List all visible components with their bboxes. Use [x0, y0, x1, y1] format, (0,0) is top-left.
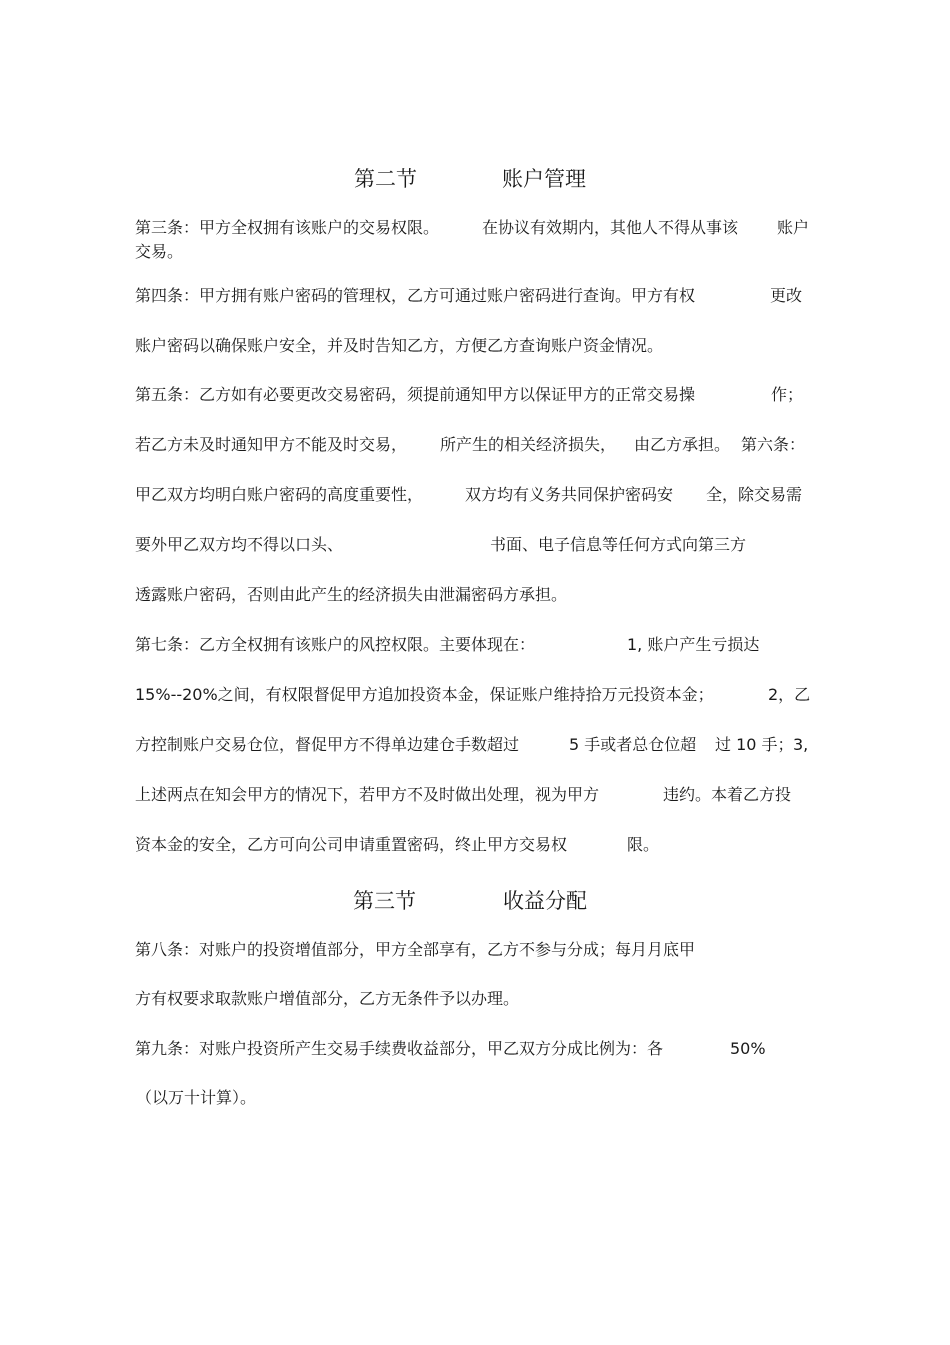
- section-3-heading-number: 第三节: [353, 889, 416, 913]
- section-3-heading-title: 收益分配: [503, 889, 587, 913]
- article-7-text-k: 资本金的安全，乙方可向公司申请重置密码，终止甲方交易权: [135, 835, 568, 854]
- article-3-text-b: 在协议有效期内，其他人不得从事该: [482, 218, 739, 237]
- article-3-text-a: 第三条：甲方全权拥有该账户的交易权限。: [135, 218, 440, 237]
- article-5-text-c: 若乙方未及时通知甲方不能及时交易，: [135, 435, 408, 454]
- article-7-text-i: 上述两点在知会甲方的情况下，若甲方不及时做出处理，视为甲方: [135, 785, 600, 804]
- article-4-text-a: 第四条：甲方拥有账户密码的管理权，乙方可通过账户密码进行查询。甲方有权: [135, 286, 696, 305]
- article-6-line-3: 透露账户密码，否则由此产生的经济损失由泄漏密码方承担。: [135, 585, 568, 604]
- article-3-line-2: 交易。: [135, 242, 184, 261]
- article-6-text-a: 甲乙双方均明白账户密码的高度重要性，: [135, 485, 424, 504]
- article-5-text-d: 所产生的相关经济损失，: [440, 435, 617, 454]
- article-8-line-2: 方有权要求取款账户增值部分，乙方无条件予以办理。: [135, 989, 520, 1008]
- article-5-text-e: 由乙方承担。: [634, 435, 731, 454]
- article-5-text-a: 第五条：乙方如有必要更改交易密码，须提前通知甲方以保证甲方的正常交易操: [135, 385, 696, 404]
- section-2-heading-number: 第二节: [354, 167, 417, 191]
- article-7-text-j: 违约。本着乙方投: [663, 785, 792, 804]
- article-3-text-c: 账户: [777, 218, 810, 237]
- article-7-text-a: 第七条：乙方全权拥有该账户的风控权限。主要体现在：: [135, 635, 536, 654]
- article-8-line-1: 第八条：对账户的投资增值部分，甲方全部享有，乙方不参与分成；每月月底甲: [135, 940, 696, 959]
- article-7-text-e: 方控制账户交易仓位，督促甲方不得单边建仓手数超过: [135, 735, 520, 754]
- article-5-text-b: 作；: [771, 385, 804, 404]
- section-2-heading-title: 账户管理: [502, 167, 586, 191]
- article-7-text-b: 1, 账户产生亏损达: [627, 635, 760, 654]
- article-6-text-d: 要外甲乙双方均不得以口头、: [135, 535, 344, 554]
- article-7-text-c: 15%--20%之间，有权限督促甲方追加投资本金，保证账户维持拾万元投资本金；: [135, 685, 714, 704]
- article-9-line-2: （以万十计算）。: [136, 1088, 257, 1107]
- article-6-text-e: 书面、电子信息等任何方式向第三方: [490, 535, 747, 554]
- article-6-text-b: 双方均有义务共同保护密码安: [465, 485, 674, 504]
- article-6-text-c: 全，除交易需: [706, 485, 803, 504]
- article-7-text-h: 3,: [793, 735, 809, 754]
- article-9-text-a: 第九条：对账户投资所产生交易手续费收益部分，甲乙双方分成比例为：各: [135, 1039, 664, 1058]
- article-4-text-b: 更改: [770, 286, 803, 305]
- article-7-text-l: 限。: [627, 835, 660, 854]
- article-6-label: 第六条：: [741, 435, 806, 454]
- article-7-text-f: 5 手或者总仓位超: [569, 735, 697, 754]
- article-4-line-2: 账户密码以确保账户安全，并及时告知乙方，方便乙方查询账户资金情况。: [135, 336, 664, 355]
- article-7-text-d: 2，乙: [768, 685, 811, 704]
- article-7-text-g: 过 10 手；: [715, 735, 794, 754]
- article-9-text-b: 50%: [730, 1039, 766, 1058]
